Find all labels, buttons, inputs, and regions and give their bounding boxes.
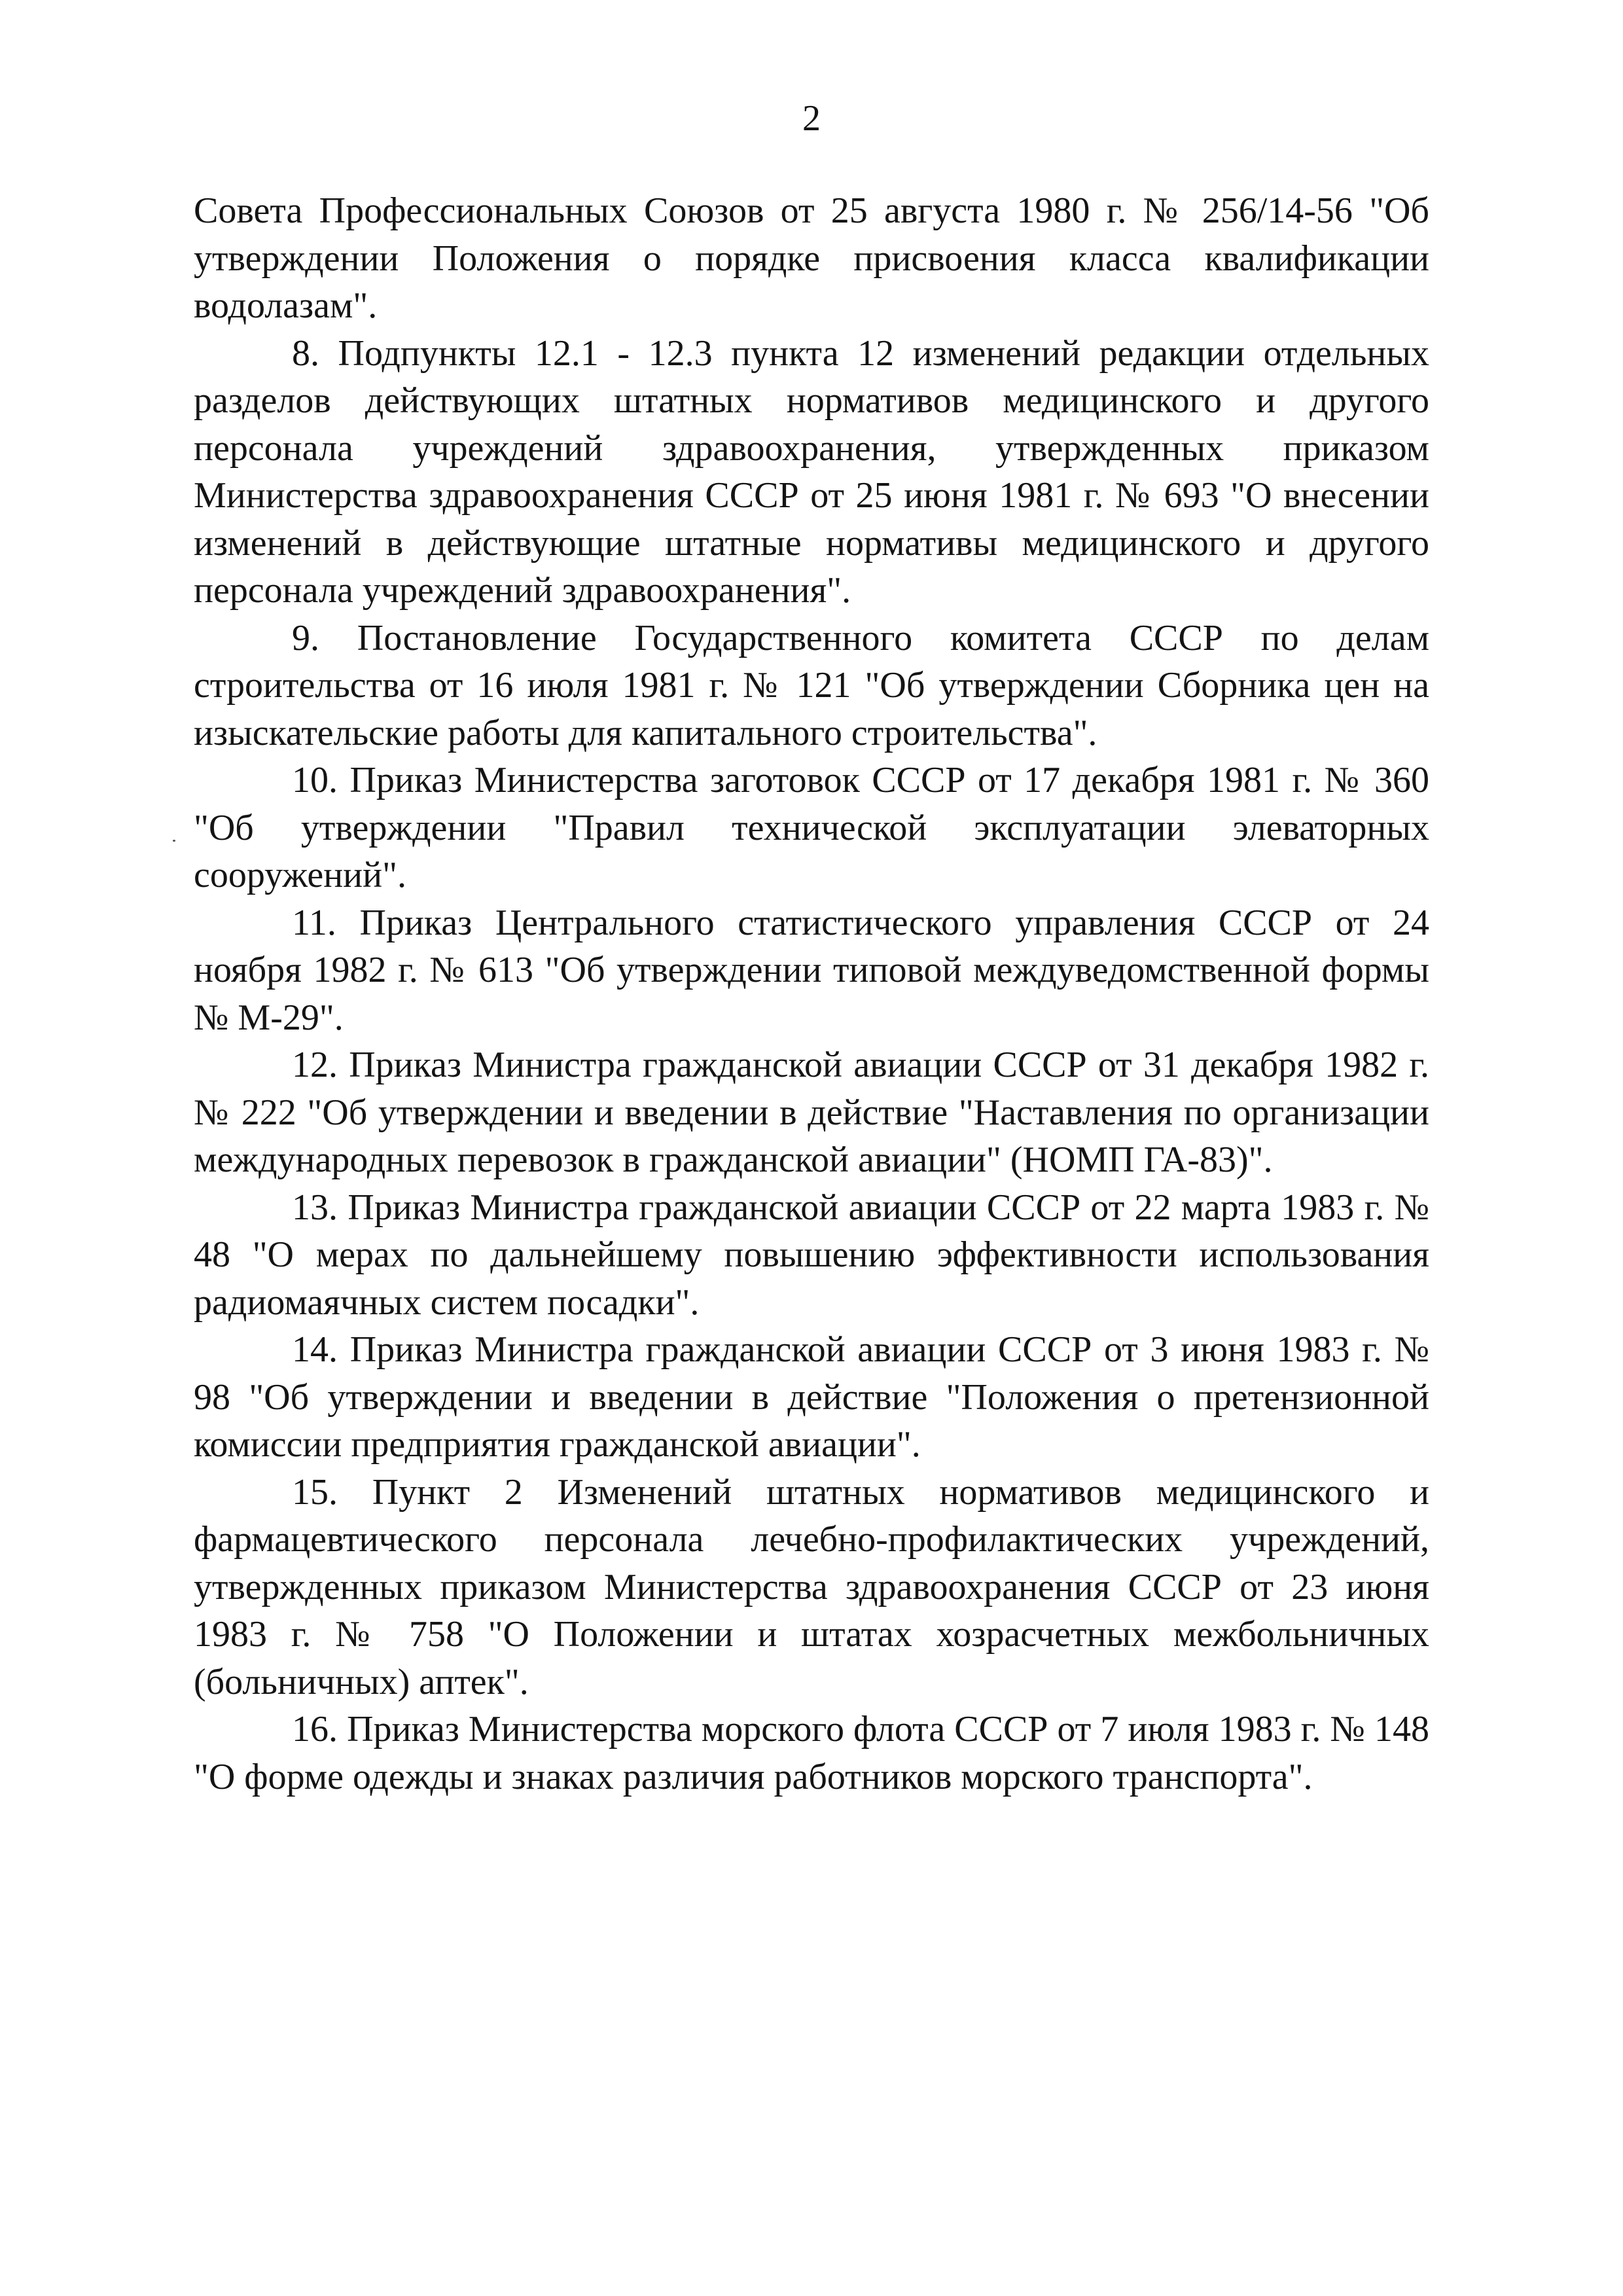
scan-speck xyxy=(173,840,175,842)
list-item-12: 12. Приказ Министра гражданской авиации СССР от 31 декабря 1982 г. № 222 "Об утверждении и введении в действие "Наставления по организации международных перевозок в гражданской авиации" (НОМП ГА-83)". xyxy=(194,1045,1429,1180)
page-number: 2 xyxy=(802,98,821,139)
list-item-16: 16. Приказ Министерства морского флота СССР от 7 июля 1983 г. № 148 "О форме одежды и знаках различия работников морского транспорта". xyxy=(194,1709,1429,1797)
list-item-13: 13. Приказ Министра гражданской авиации СССР от 22 марта 1983 г. № 48 "О мерах по дальнейшему повышению эффективности использования радиомаячных систем посадки". xyxy=(194,1187,1429,1323)
list-item-14: 14. Приказ Министра гражданской авиации СССР от 3 июня 1983 г. № 98 "Об утверждении и введении в действие "Положения о претензионной комиссии предприятия гражданской авиации". xyxy=(194,1329,1429,1465)
paragraph-continuation: Совета Профессиональных Союзов от 25 августа 1980 г. № 256/14-56 "Об утверждении Положения о порядке присвоения класса квалификации водолазам". xyxy=(194,190,1429,326)
list-item-10: 10. Приказ Министерства заготовок СССР от 17 декабря 1981 г. № 360 "Об утверждении "Правил технической эксплуатации элеваторных сооружений". xyxy=(194,760,1429,895)
document-body xyxy=(194,187,1429,1801)
list-item-9: 9. Постановление Государственного комитета СССР по делам строительства от 16 июля 1981 г. № 121 "Об утверждении Сборника цен на изыскательские работы для капитального строительства". xyxy=(194,617,1429,753)
list-item-8: 8. Подпункты 12.1 - 12.3 пункта 12 изменений редакции отдельных разделов действующих штатных нормативов медицинского и другого персонала учреждений здравоохранения, утвержденных приказом Министерства здравоохранения СССР от 25 июня 1981 г. № 693 "О внесении изменений в действующие штатные нормативы медицинского и другого персонала учреждений здравоохранения". xyxy=(194,332,1429,611)
list-item-11: 11. Приказ Центрального статистического управления СССР от 24 ноября 1982 г. № 613 "Об утверждении типовой междуведомственной формы № М-29". xyxy=(194,902,1429,1038)
list-item-15: 15. Пункт 2 Изменений штатных нормативов медицинского и фармацевтического персонала лечебно-профилактических учреждений, утвержденных приказом Министерства здравоохранения СССР от 23 июня 1983 г. № 758 "О Положении и штатах хозрасчетных межбольничных (больничных) аптек". xyxy=(194,1471,1429,1702)
